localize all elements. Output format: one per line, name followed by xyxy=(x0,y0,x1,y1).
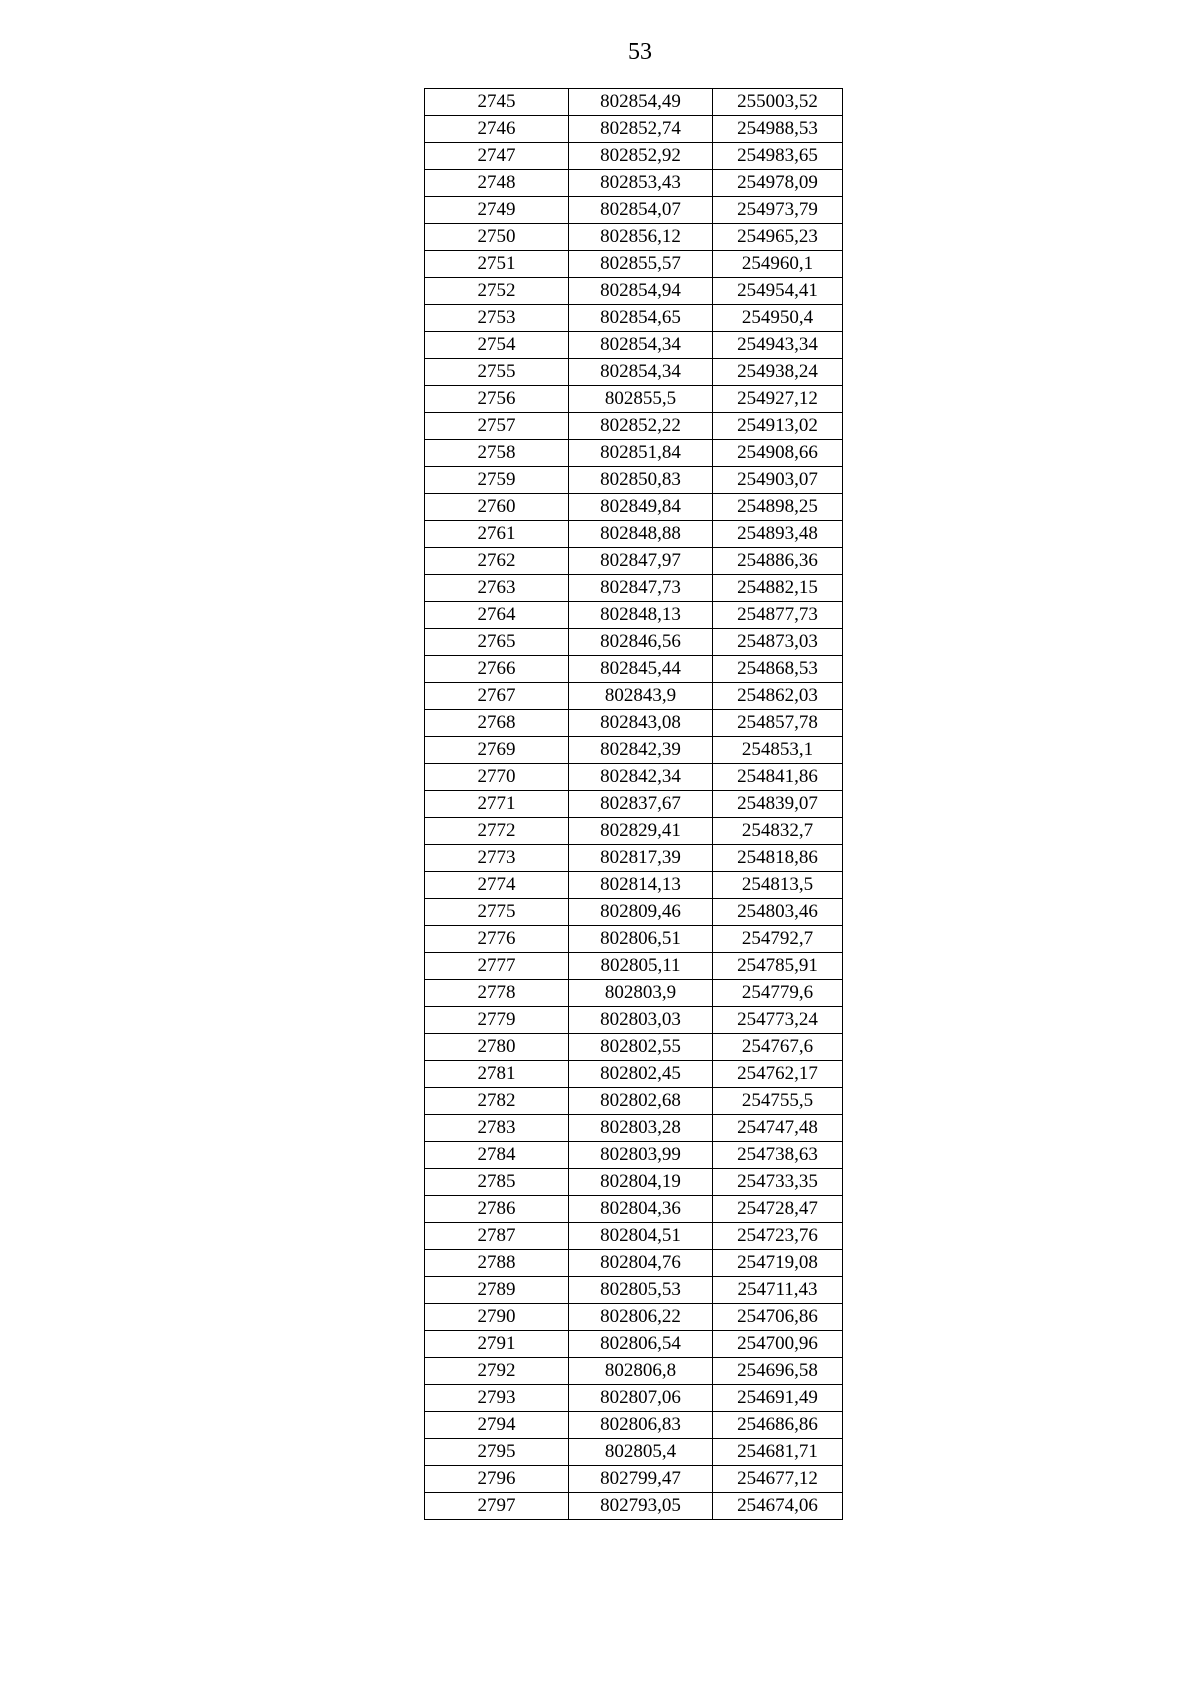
x-coordinate-cell: 802802,45 xyxy=(569,1061,713,1088)
x-coordinate-cell: 802806,8 xyxy=(569,1358,713,1385)
x-coordinate-cell: 802802,68 xyxy=(569,1088,713,1115)
point-number-cell: 2779 xyxy=(425,1007,569,1034)
table-row xyxy=(425,818,843,845)
y-coordinate-cell: 254686,86 xyxy=(713,1412,843,1439)
x-coordinate-cell: 802853,43 xyxy=(569,170,713,197)
x-coordinate-cell: 802855,57 xyxy=(569,251,713,278)
point-number-cell: 2791 xyxy=(425,1331,569,1358)
point-number-cell: 2747 xyxy=(425,143,569,170)
y-coordinate-cell: 254886,36 xyxy=(713,548,843,575)
y-coordinate-cell: 254988,53 xyxy=(713,116,843,143)
table-row xyxy=(425,575,843,602)
y-coordinate-cell: 254839,07 xyxy=(713,791,843,818)
point-number-cell: 2771 xyxy=(425,791,569,818)
point-number-cell: 2764 xyxy=(425,602,569,629)
y-coordinate-cell: 254779,6 xyxy=(713,980,843,1007)
x-coordinate-cell: 802854,49 xyxy=(569,89,713,116)
point-number-cell: 2770 xyxy=(425,764,569,791)
table-row xyxy=(425,494,843,521)
x-coordinate-cell: 802809,46 xyxy=(569,899,713,926)
y-coordinate-cell: 254700,96 xyxy=(713,1331,843,1358)
point-number-cell: 2755 xyxy=(425,359,569,386)
y-coordinate-cell: 254983,65 xyxy=(713,143,843,170)
table-row xyxy=(425,1331,843,1358)
x-coordinate-cell: 802804,19 xyxy=(569,1169,713,1196)
x-coordinate-cell: 802854,65 xyxy=(569,305,713,332)
point-number-cell: 2773 xyxy=(425,845,569,872)
page-number: 53 xyxy=(628,39,652,65)
table-row xyxy=(425,791,843,818)
point-number-cell: 2761 xyxy=(425,521,569,548)
y-coordinate-cell: 254677,12 xyxy=(713,1466,843,1493)
point-number-cell: 2750 xyxy=(425,224,569,251)
y-coordinate-cell: 254938,24 xyxy=(713,359,843,386)
table-row xyxy=(425,1385,843,1412)
table-row xyxy=(425,683,843,710)
y-coordinate-cell: 254719,08 xyxy=(713,1250,843,1277)
point-number-cell: 2796 xyxy=(425,1466,569,1493)
table-row xyxy=(425,1304,843,1331)
table-row xyxy=(425,872,843,899)
y-coordinate-cell: 254733,35 xyxy=(713,1169,843,1196)
y-coordinate-cell: 254903,07 xyxy=(713,467,843,494)
x-coordinate-cell: 802848,88 xyxy=(569,521,713,548)
x-coordinate-cell: 802805,11 xyxy=(569,953,713,980)
table-row xyxy=(425,467,843,494)
table-row xyxy=(425,1061,843,1088)
x-coordinate-cell: 802842,39 xyxy=(569,737,713,764)
table-row xyxy=(425,1034,843,1061)
table-row xyxy=(425,332,843,359)
y-coordinate-cell: 254818,86 xyxy=(713,845,843,872)
x-coordinate-cell: 802814,13 xyxy=(569,872,713,899)
y-coordinate-cell: 255003,52 xyxy=(713,89,843,116)
point-number-cell: 2767 xyxy=(425,683,569,710)
table-row xyxy=(425,602,843,629)
y-coordinate-cell: 254803,46 xyxy=(713,899,843,926)
x-coordinate-cell: 802806,54 xyxy=(569,1331,713,1358)
table-row xyxy=(425,305,843,332)
x-coordinate-cell: 802806,22 xyxy=(569,1304,713,1331)
y-coordinate-cell: 254728,47 xyxy=(713,1196,843,1223)
y-coordinate-cell: 254792,7 xyxy=(713,926,843,953)
x-coordinate-cell: 802850,83 xyxy=(569,467,713,494)
point-number-cell: 2778 xyxy=(425,980,569,1007)
x-coordinate-cell: 802817,39 xyxy=(569,845,713,872)
y-coordinate-cell: 254762,17 xyxy=(713,1061,843,1088)
point-number-cell: 2783 xyxy=(425,1115,569,1142)
x-coordinate-cell: 802805,4 xyxy=(569,1439,713,1466)
x-coordinate-cell: 802847,97 xyxy=(569,548,713,575)
y-coordinate-cell: 254960,1 xyxy=(713,251,843,278)
table-row xyxy=(425,1142,843,1169)
x-coordinate-cell: 802806,83 xyxy=(569,1412,713,1439)
table-row xyxy=(425,440,843,467)
point-number-cell: 2765 xyxy=(425,629,569,656)
y-coordinate-cell: 254868,53 xyxy=(713,656,843,683)
x-coordinate-cell: 802855,5 xyxy=(569,386,713,413)
point-number-cell: 2776 xyxy=(425,926,569,953)
x-coordinate-cell: 802803,9 xyxy=(569,980,713,1007)
point-number-cell: 2786 xyxy=(425,1196,569,1223)
x-coordinate-cell: 802854,07 xyxy=(569,197,713,224)
point-number-cell: 2774 xyxy=(425,872,569,899)
x-coordinate-cell: 802854,34 xyxy=(569,332,713,359)
point-number-cell: 2762 xyxy=(425,548,569,575)
table-row xyxy=(425,1088,843,1115)
x-coordinate-cell: 802846,56 xyxy=(569,629,713,656)
y-coordinate-cell: 254943,34 xyxy=(713,332,843,359)
table-row xyxy=(425,521,843,548)
point-number-cell: 2751 xyxy=(425,251,569,278)
table-row xyxy=(425,1439,843,1466)
x-coordinate-cell: 802851,84 xyxy=(569,440,713,467)
coordinates-table xyxy=(424,88,843,1520)
y-coordinate-cell: 254862,03 xyxy=(713,683,843,710)
table-row xyxy=(425,1358,843,1385)
point-number-cell: 2748 xyxy=(425,170,569,197)
x-coordinate-cell: 802807,06 xyxy=(569,1385,713,1412)
table-row xyxy=(425,278,843,305)
x-coordinate-cell: 802847,73 xyxy=(569,575,713,602)
y-coordinate-cell: 254857,78 xyxy=(713,710,843,737)
table-row xyxy=(425,224,843,251)
point-number-cell: 2793 xyxy=(425,1385,569,1412)
x-coordinate-cell: 802843,08 xyxy=(569,710,713,737)
point-number-cell: 2745 xyxy=(425,89,569,116)
x-coordinate-cell: 802842,34 xyxy=(569,764,713,791)
point-number-cell: 2790 xyxy=(425,1304,569,1331)
y-coordinate-cell: 254767,6 xyxy=(713,1034,843,1061)
y-coordinate-cell: 254785,91 xyxy=(713,953,843,980)
y-coordinate-cell: 254674,06 xyxy=(713,1493,843,1520)
table-row xyxy=(425,1007,843,1034)
point-number-cell: 2768 xyxy=(425,710,569,737)
table-row xyxy=(425,197,843,224)
y-coordinate-cell: 254882,15 xyxy=(713,575,843,602)
y-coordinate-cell: 254954,41 xyxy=(713,278,843,305)
x-coordinate-cell: 802803,28 xyxy=(569,1115,713,1142)
table-row xyxy=(425,656,843,683)
point-number-cell: 2792 xyxy=(425,1358,569,1385)
point-number-cell: 2787 xyxy=(425,1223,569,1250)
point-number-cell: 2766 xyxy=(425,656,569,683)
table-row xyxy=(425,629,843,656)
table-row xyxy=(425,1277,843,1304)
x-coordinate-cell: 802799,47 xyxy=(569,1466,713,1493)
point-number-cell: 2763 xyxy=(425,575,569,602)
point-number-cell: 2757 xyxy=(425,413,569,440)
point-number-cell: 2775 xyxy=(425,899,569,926)
table-row xyxy=(425,980,843,1007)
point-number-cell: 2795 xyxy=(425,1439,569,1466)
x-coordinate-cell: 802848,13 xyxy=(569,602,713,629)
y-coordinate-cell: 254711,43 xyxy=(713,1277,843,1304)
point-number-cell: 2754 xyxy=(425,332,569,359)
x-coordinate-cell: 802804,76 xyxy=(569,1250,713,1277)
table-row xyxy=(425,1223,843,1250)
table-row xyxy=(425,170,843,197)
x-coordinate-cell: 802802,55 xyxy=(569,1034,713,1061)
point-number-cell: 2746 xyxy=(425,116,569,143)
y-coordinate-cell: 254706,86 xyxy=(713,1304,843,1331)
table-row xyxy=(425,1115,843,1142)
y-coordinate-cell: 254738,63 xyxy=(713,1142,843,1169)
y-coordinate-cell: 254841,86 xyxy=(713,764,843,791)
y-coordinate-cell: 254950,4 xyxy=(713,305,843,332)
point-number-cell: 2784 xyxy=(425,1142,569,1169)
y-coordinate-cell: 254832,7 xyxy=(713,818,843,845)
x-coordinate-cell: 802829,41 xyxy=(569,818,713,845)
x-coordinate-cell: 802854,34 xyxy=(569,359,713,386)
table-row xyxy=(425,1169,843,1196)
table-row xyxy=(425,1412,843,1439)
table-row xyxy=(425,251,843,278)
table-row xyxy=(425,710,843,737)
y-coordinate-cell: 254927,12 xyxy=(713,386,843,413)
table-row xyxy=(425,386,843,413)
x-coordinate-cell: 802852,22 xyxy=(569,413,713,440)
point-number-cell: 2760 xyxy=(425,494,569,521)
x-coordinate-cell: 802804,51 xyxy=(569,1223,713,1250)
point-number-cell: 2753 xyxy=(425,305,569,332)
x-coordinate-cell: 802793,05 xyxy=(569,1493,713,1520)
y-coordinate-cell: 254898,25 xyxy=(713,494,843,521)
table-row xyxy=(425,845,843,872)
table-row xyxy=(425,764,843,791)
point-number-cell: 2780 xyxy=(425,1034,569,1061)
point-number-cell: 2756 xyxy=(425,386,569,413)
y-coordinate-cell: 254913,02 xyxy=(713,413,843,440)
table-row xyxy=(425,143,843,170)
point-number-cell: 2749 xyxy=(425,197,569,224)
y-coordinate-cell: 254696,58 xyxy=(713,1358,843,1385)
point-number-cell: 2788 xyxy=(425,1250,569,1277)
y-coordinate-cell: 254873,03 xyxy=(713,629,843,656)
x-coordinate-cell: 802805,53 xyxy=(569,1277,713,1304)
point-number-cell: 2781 xyxy=(425,1061,569,1088)
table-row xyxy=(425,926,843,953)
point-number-cell: 2782 xyxy=(425,1088,569,1115)
y-coordinate-cell: 254755,5 xyxy=(713,1088,843,1115)
point-number-cell: 2752 xyxy=(425,278,569,305)
table-row xyxy=(425,1250,843,1277)
table-row xyxy=(425,548,843,575)
y-coordinate-cell: 254813,5 xyxy=(713,872,843,899)
table-row xyxy=(425,953,843,980)
y-coordinate-cell: 254691,49 xyxy=(713,1385,843,1412)
x-coordinate-cell: 802843,9 xyxy=(569,683,713,710)
table-row xyxy=(425,899,843,926)
y-coordinate-cell: 254973,79 xyxy=(713,197,843,224)
y-coordinate-cell: 254877,73 xyxy=(713,602,843,629)
table-row xyxy=(425,1196,843,1223)
x-coordinate-cell: 802856,12 xyxy=(569,224,713,251)
point-number-cell: 2759 xyxy=(425,467,569,494)
point-number-cell: 2758 xyxy=(425,440,569,467)
point-number-cell: 2772 xyxy=(425,818,569,845)
point-number-cell: 2794 xyxy=(425,1412,569,1439)
table-row xyxy=(425,116,843,143)
coordinates-table-body xyxy=(425,89,843,1520)
x-coordinate-cell: 802852,92 xyxy=(569,143,713,170)
table-row xyxy=(425,1466,843,1493)
y-coordinate-cell: 254681,71 xyxy=(713,1439,843,1466)
x-coordinate-cell: 802803,99 xyxy=(569,1142,713,1169)
y-coordinate-cell: 254893,48 xyxy=(713,521,843,548)
x-coordinate-cell: 802837,67 xyxy=(569,791,713,818)
x-coordinate-cell: 802803,03 xyxy=(569,1007,713,1034)
point-number-cell: 2777 xyxy=(425,953,569,980)
x-coordinate-cell: 802849,84 xyxy=(569,494,713,521)
y-coordinate-cell: 254965,23 xyxy=(713,224,843,251)
x-coordinate-cell: 802804,36 xyxy=(569,1196,713,1223)
y-coordinate-cell: 254908,66 xyxy=(713,440,843,467)
table-row xyxy=(425,413,843,440)
point-number-cell: 2797 xyxy=(425,1493,569,1520)
x-coordinate-cell: 802845,44 xyxy=(569,656,713,683)
x-coordinate-cell: 802852,74 xyxy=(569,116,713,143)
x-coordinate-cell: 802806,51 xyxy=(569,926,713,953)
y-coordinate-cell: 254747,48 xyxy=(713,1115,843,1142)
table-row xyxy=(425,359,843,386)
table-row xyxy=(425,737,843,764)
table-row xyxy=(425,1493,843,1520)
point-number-cell: 2789 xyxy=(425,1277,569,1304)
point-number-cell: 2769 xyxy=(425,737,569,764)
table-row xyxy=(425,89,843,116)
y-coordinate-cell: 254773,24 xyxy=(713,1007,843,1034)
y-coordinate-cell: 254723,76 xyxy=(713,1223,843,1250)
point-number-cell: 2785 xyxy=(425,1169,569,1196)
y-coordinate-cell: 254978,09 xyxy=(713,170,843,197)
y-coordinate-cell: 254853,1 xyxy=(713,737,843,764)
x-coordinate-cell: 802854,94 xyxy=(569,278,713,305)
